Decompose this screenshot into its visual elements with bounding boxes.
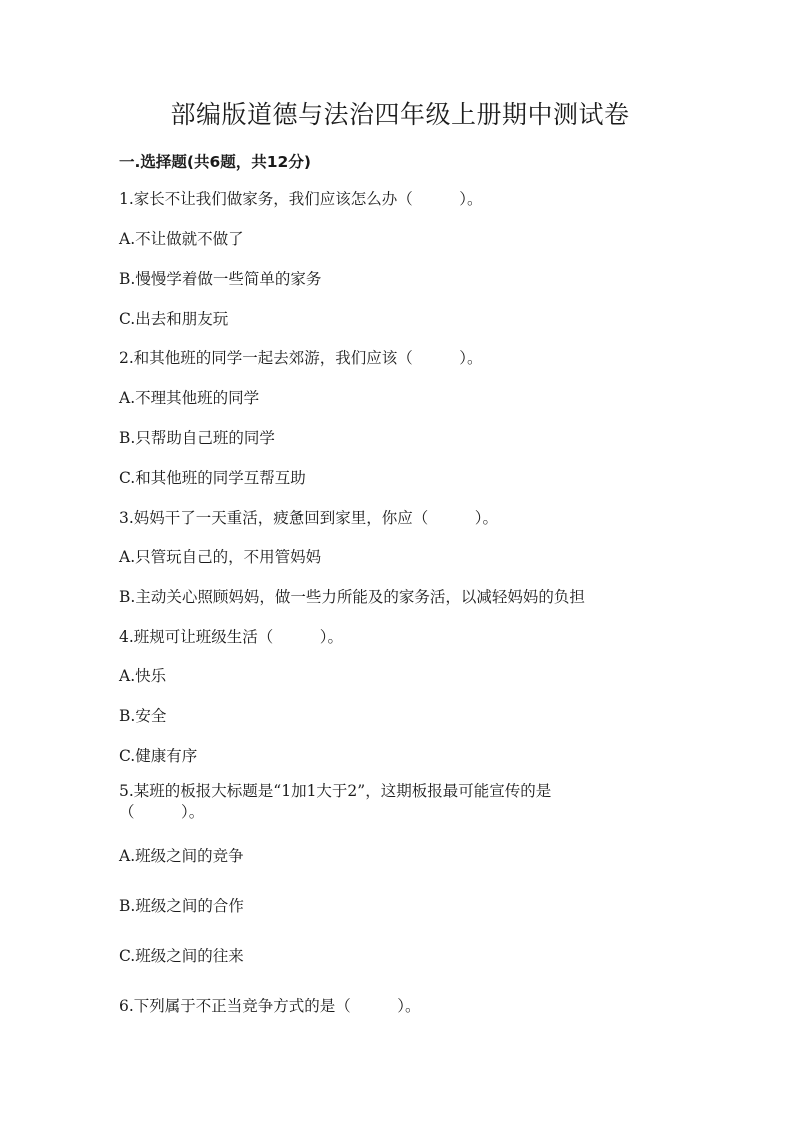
question-1-option-c: C.出去和朋友玩 — [119, 310, 229, 328]
question-1-stem: 1.家长不让我们做家务，我们应该怎么办（ ）。 — [119, 190, 483, 208]
section-heading: 一.选择题(共6题，共12分) — [119, 153, 311, 171]
question-2-option-a: A.不理其他班的同学 — [119, 389, 260, 407]
question-2-option-b: B.只帮助自己班的同学 — [119, 429, 275, 447]
question-5-stem: 5.某班的板报大标题是“1加1大于2”，这期板报最可能宣传的是（ ）。 — [119, 782, 552, 821]
question-4-option-b: B.安全 — [119, 707, 167, 725]
question-5-option-c: C.班级之间的往来 — [119, 947, 244, 965]
question-1-option-a: A.不让做就不做了 — [119, 230, 244, 248]
question-4-option-c: C.健康有序 — [119, 747, 198, 765]
question-5-option-b: B.班级之间的合作 — [119, 897, 244, 915]
question-1-option-b: B.慢慢学着做一些简单的家务 — [119, 270, 322, 288]
question-2-stem: 2.和其他班的同学一起去郊游，我们应该（ ）。 — [119, 349, 483, 367]
question-3-stem: 3.妈妈干了一天重活，疲惫回到家里，你应（ ）。 — [119, 509, 499, 527]
exam-title: 部编版道德与法治四年级上册期中测试卷 — [170, 100, 630, 129]
question-4-option-a: A.快乐 — [119, 667, 167, 685]
question-6-stem: 6.下列属于不正当竞争方式的是（ ）。 — [119, 997, 421, 1015]
question-2-option-c: C.和其他班的同学互帮互助 — [119, 469, 306, 487]
question-3-option-b: B.主动关心照顾妈妈，做一些力所能及的家务活，以减轻妈妈的负担 — [119, 588, 585, 606]
question-5-option-a: A.班级之间的竞争 — [119, 847, 244, 865]
question-4-stem: 4.班规可让班级生活（ ）。 — [119, 628, 344, 646]
question-3-option-a: A.只管玩自己的，不用管妈妈 — [119, 548, 322, 566]
